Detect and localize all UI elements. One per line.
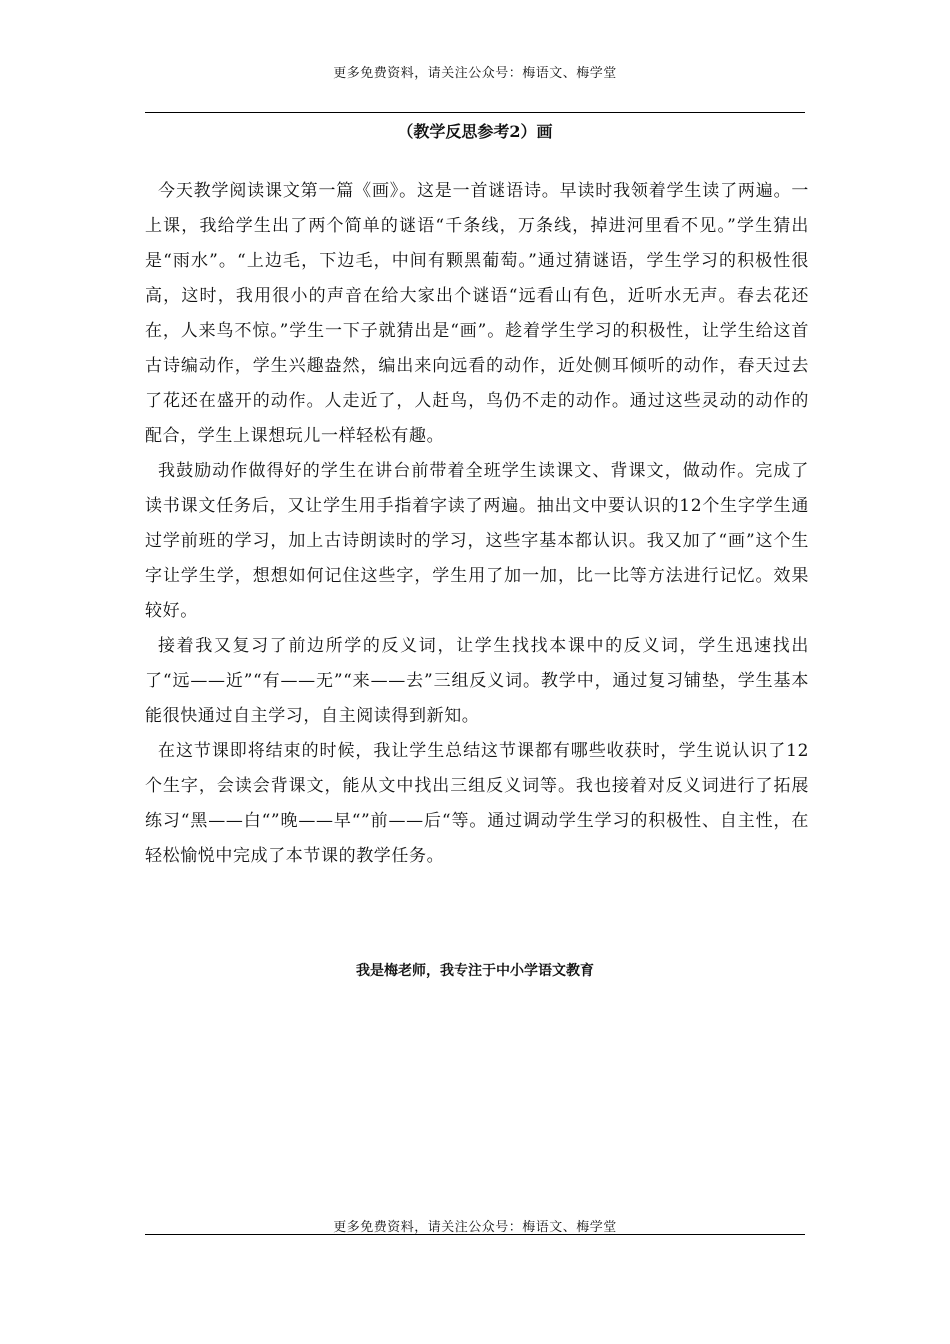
footer-divider (145, 1234, 805, 1235)
document-title: （教学反思参考2）画 (397, 122, 553, 141)
header-divider (145, 112, 805, 113)
paragraph-1: 今天教学阅读课文第一篇《画》。这是一首谜语诗。早读时我领着学生读了两遍。一上课，我给学生出了两个简单的谜语“千条线，万条线，掉进河里看不见。”学生猜出是“雨水”。“上边毛，下边毛，中间有颗黑葡萄。”通过猜谜语，学生学习的积极性很高，这时，我用很小的声音在给大家出个谜语“远看山有色，近听水无声。春去花还在，人来鸟不惊。”学生一下子就猜出是“画”。趁着学生学习的积极性，让学生给这首古诗编动作，学生兴趣盎然，编出来向远看的动作，近处侧耳倾听的动作，春天过去了花还在盛开的动作。人走近了，人赶鸟，鸟仍不走的动作。通过这些灵动的动作的配合，学生上课想玩儿一样轻松有趣。 (145, 181, 809, 446)
paragraph-3: 接着我又复习了前边所学的反义词，让学生找找本课中的反义词，学生迅速找出了“远——近”“有——无”“来——去”三组反义词。教学中，通过复习铺垫，学生基本能很快通过自主学习，自主阅读得到新知。 (145, 636, 809, 726)
page-header: 更多免费资料，请关注公众号：梅语文、梅学堂 (333, 66, 617, 81)
document-body (145, 174, 809, 874)
paragraph-2: 我鼓励动作做得好的学生在讲台前带着全班学生读课文、背课文，做动作。完成了读书课文任务后，又让学生用手指着字读了两遍。抽出文中要认识的12个生字学生通过学前班的学习，加上古诗朗读时的学习，这些字基本都认识。我又加了“画”这个生字让学生学，想想如何记住这些字，学生用了加一加，比一比等方法进行记忆。效果较好。 (145, 461, 809, 621)
closing-statement: 我是梅老师，我专注于中小学语文教育 (356, 963, 594, 979)
paragraph-4: 在这节课即将结束的时候，我让学生总结这节课都有哪些收获时，学生说认识了12个生字，会读会背课文，能从文中找出三组反义词等。我也接着对反义词进行了拓展练习“黑——白“”晚——早“”前——后“等。通过调动学生学习的积极性、自主性，在轻松愉悦中完成了本节课的教学任务。 (145, 741, 809, 866)
page-footer: 更多免费资料，请关注公众号：梅语文、梅学堂 (333, 1220, 617, 1235)
